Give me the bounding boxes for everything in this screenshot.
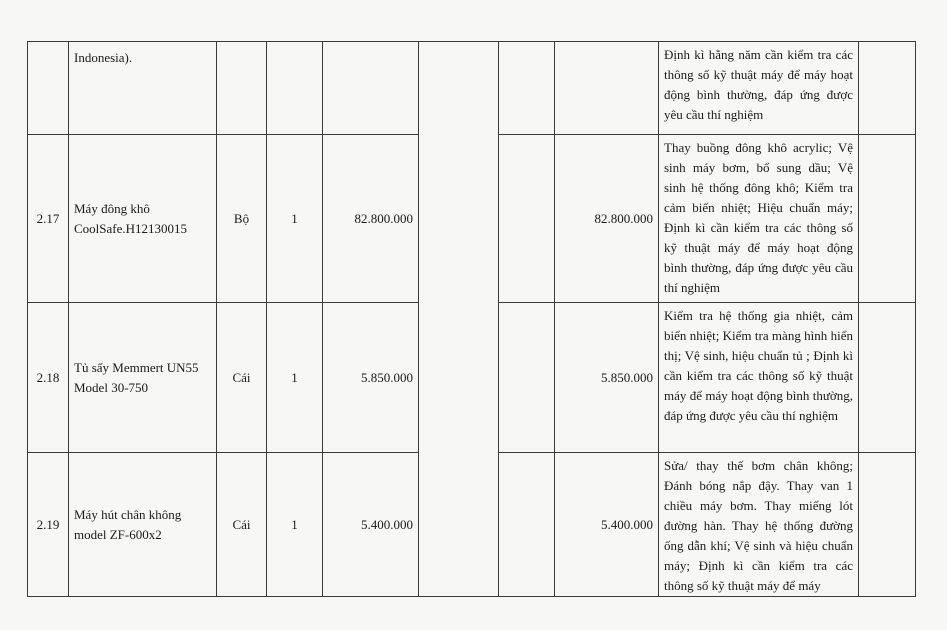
note-cell xyxy=(859,303,916,453)
total-price-cell: 82.800.000 xyxy=(555,135,659,303)
row-number xyxy=(28,42,69,135)
unit-cell: Bộ xyxy=(217,135,267,303)
maintenance-description: Sửa/ thay thế bơm chân không; Đánh bóng nắp đậy. Thay van 1 chiều máy bơm. Thay miếng lót đường hàn. Thay hệ thống đường ống dẫn khí; Vệ sinh và hiệu chuẩn máy; Định kì cần kiểm tra các thông số kỹ thuật máy để máy xyxy=(659,453,859,597)
equipment-name: Tủ sấy Memmert UN55 Model 30-750 xyxy=(69,303,217,453)
blank-cell xyxy=(499,303,555,453)
blank-cell xyxy=(499,453,555,597)
blank-cell xyxy=(499,135,555,303)
row-number: 2.17 xyxy=(28,135,69,303)
unit-cell: Cái xyxy=(217,303,267,453)
note-cell xyxy=(859,453,916,597)
quantity-cell: 1 xyxy=(267,303,323,453)
equipment-name: Máy hút chân không model ZF-600x2 xyxy=(69,453,217,597)
equipment-name: Indonesia). xyxy=(69,42,217,135)
equipment-name: Máy đông khô CoolSafe.H12130015 xyxy=(69,135,217,303)
total-price-cell: 5.400.000 xyxy=(555,453,659,597)
blank-cell xyxy=(419,42,499,597)
margin-handwriting xyxy=(935,285,945,405)
note-cell xyxy=(859,42,916,135)
quantity-cell: 1 xyxy=(267,453,323,597)
unit-price-cell: 82.800.000 xyxy=(323,135,419,303)
equipment-maintenance-table xyxy=(27,41,916,597)
unit-price-cell: 5.400.000 xyxy=(323,453,419,597)
maintenance-description: Định kì hằng năm cần kiểm tra các thông số kỹ thuật máy để máy hoạt động bình thường, đáp ứng được yêu cầu thí nghiệm xyxy=(659,42,859,135)
maintenance-description: Thay buồng đông khô acrylic; Vệ sinh máy bơm, bổ sung dầu; Vệ sinh hệ thống đông khô; Kiểm tra cảm biến nhiệt; Hiệu chuẩn máy; Định kì cần kiểm tra các thông số kỹ thuật máy để máy hoạt động bình thường, đáp ứng được yêu cầu thí nghiệm xyxy=(659,135,859,303)
quantity-cell xyxy=(267,42,323,135)
unit-price-cell: 5.850.000 xyxy=(323,303,419,453)
blank-cell xyxy=(499,42,555,135)
total-price-cell xyxy=(555,42,659,135)
total-price-cell: 5.850.000 xyxy=(555,303,659,453)
unit-price-cell xyxy=(323,42,419,135)
row-number: 2.18 xyxy=(28,303,69,453)
note-cell xyxy=(859,135,916,303)
maintenance-description: Kiểm tra hệ thống gia nhiệt, cảm biến nhiệt; Kiểm tra màng hình hiển thị; Vệ sinh, hiệu chuẩn tủ ; Định kì cần kiểm tra các thông số kỹ thuật máy để máy hoạt động bình thường, đáp ứng được yêu cầu thí nghiệm xyxy=(659,303,859,453)
table-row xyxy=(28,42,916,135)
row-number: 2.19 xyxy=(28,453,69,597)
unit-cell xyxy=(217,42,267,135)
unit-cell: Cái xyxy=(217,453,267,597)
quantity-cell: 1 xyxy=(267,135,323,303)
